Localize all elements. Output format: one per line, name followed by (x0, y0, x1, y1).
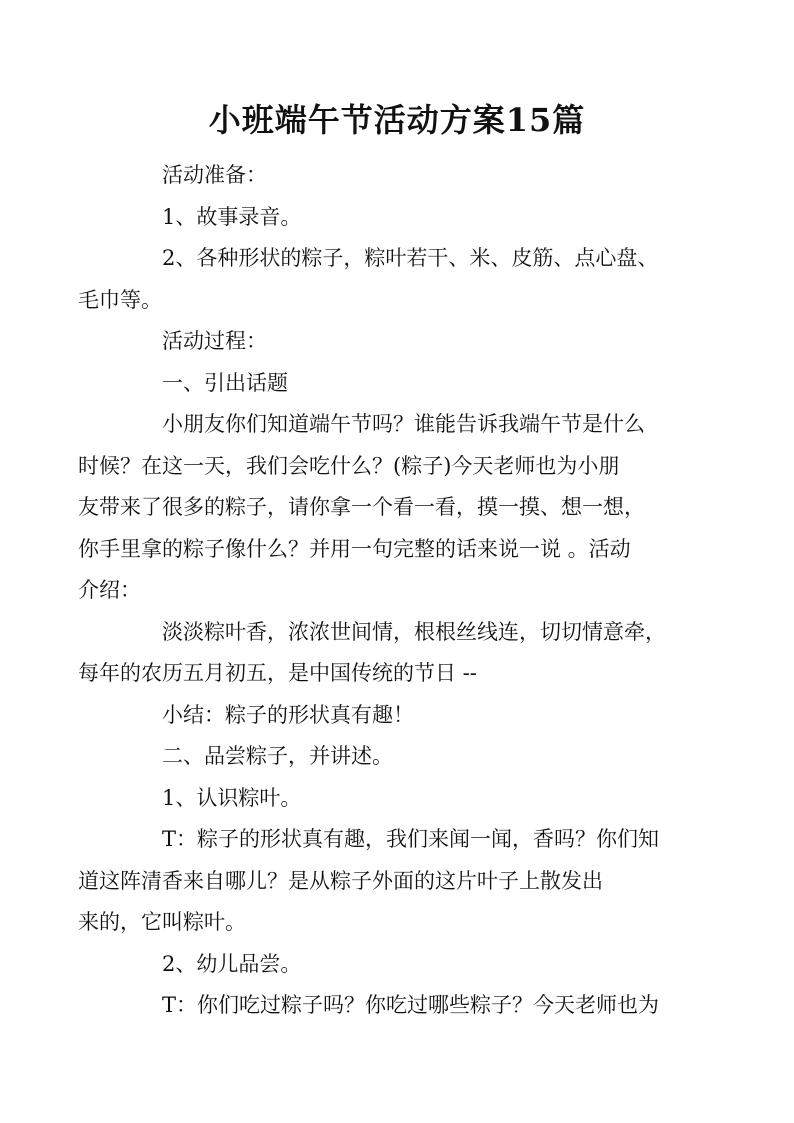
text-line: 你手里拿的粽子像什么？并用一句完整的话来说一说 。活动 (78, 536, 631, 561)
text-line: 小朋友你们知道端午节吗？谁能告诉我端午节是什么 (162, 412, 645, 436)
paragraph (120, 363, 680, 405)
document-title: 小班端午节活动方案15篇 (208, 101, 586, 139)
text-line: T：你们吃过粽子吗？你吃过哪些粽子？今天老师也为 (162, 993, 660, 1017)
text-line: 道这阵清香来自哪儿？是从粽子外面的这片叶子上散发出 (78, 868, 603, 893)
text-line: 淡淡粽叶香，浓浓世间情，根根丝线连，切切情意牵， (162, 619, 666, 644)
paragraph (120, 695, 680, 737)
document-body (78, 155, 680, 1027)
paragraph (120, 944, 680, 986)
paragraph (78, 819, 680, 944)
paragraph (120, 736, 680, 778)
paragraph (78, 404, 680, 612)
text-line: T：粽子的形状真有趣，我们来闻一闻，香吗？你们知 (162, 827, 660, 851)
text-line: 友带来了很多的粽子，请你拿一个看一看，摸一摸、想一想， (78, 495, 645, 519)
paragraph (120, 197, 680, 239)
text-line: 小结：粽子的形状真有趣！ (162, 702, 414, 727)
text-line: 2、幼儿品尝。 (162, 951, 302, 976)
text-line: 来的，它叫粽叶。 (78, 910, 246, 934)
text-line: 1、故事录音。 (162, 204, 302, 229)
paragraph (120, 321, 680, 363)
text-line: 活动准备： (162, 163, 267, 187)
text-line: 1、认识粽叶。 (162, 785, 302, 810)
paragraph (120, 985, 680, 1027)
text-line: 2、各种形状的粽子，粽叶若干、米、皮筋、点心盘、 (162, 246, 659, 270)
text-line: 活动过程： (162, 329, 267, 353)
paragraph (78, 612, 680, 695)
paragraph (78, 238, 680, 321)
text-line: 二、品尝粽子，并讲述。 (162, 744, 393, 768)
text-line: 毛巾等。 (78, 287, 162, 312)
paragraph (120, 778, 680, 820)
text-line: 时候？在这一天，我们会吃什么？(粽子)今天老师也为小朋 (78, 453, 620, 478)
text-line: 每年的农历五月初五，是中国传统的节日 -- (78, 661, 477, 685)
paragraph (120, 155, 680, 197)
text-line: 介绍： (78, 578, 141, 602)
text-line: 一、引出话题 (162, 370, 288, 395)
